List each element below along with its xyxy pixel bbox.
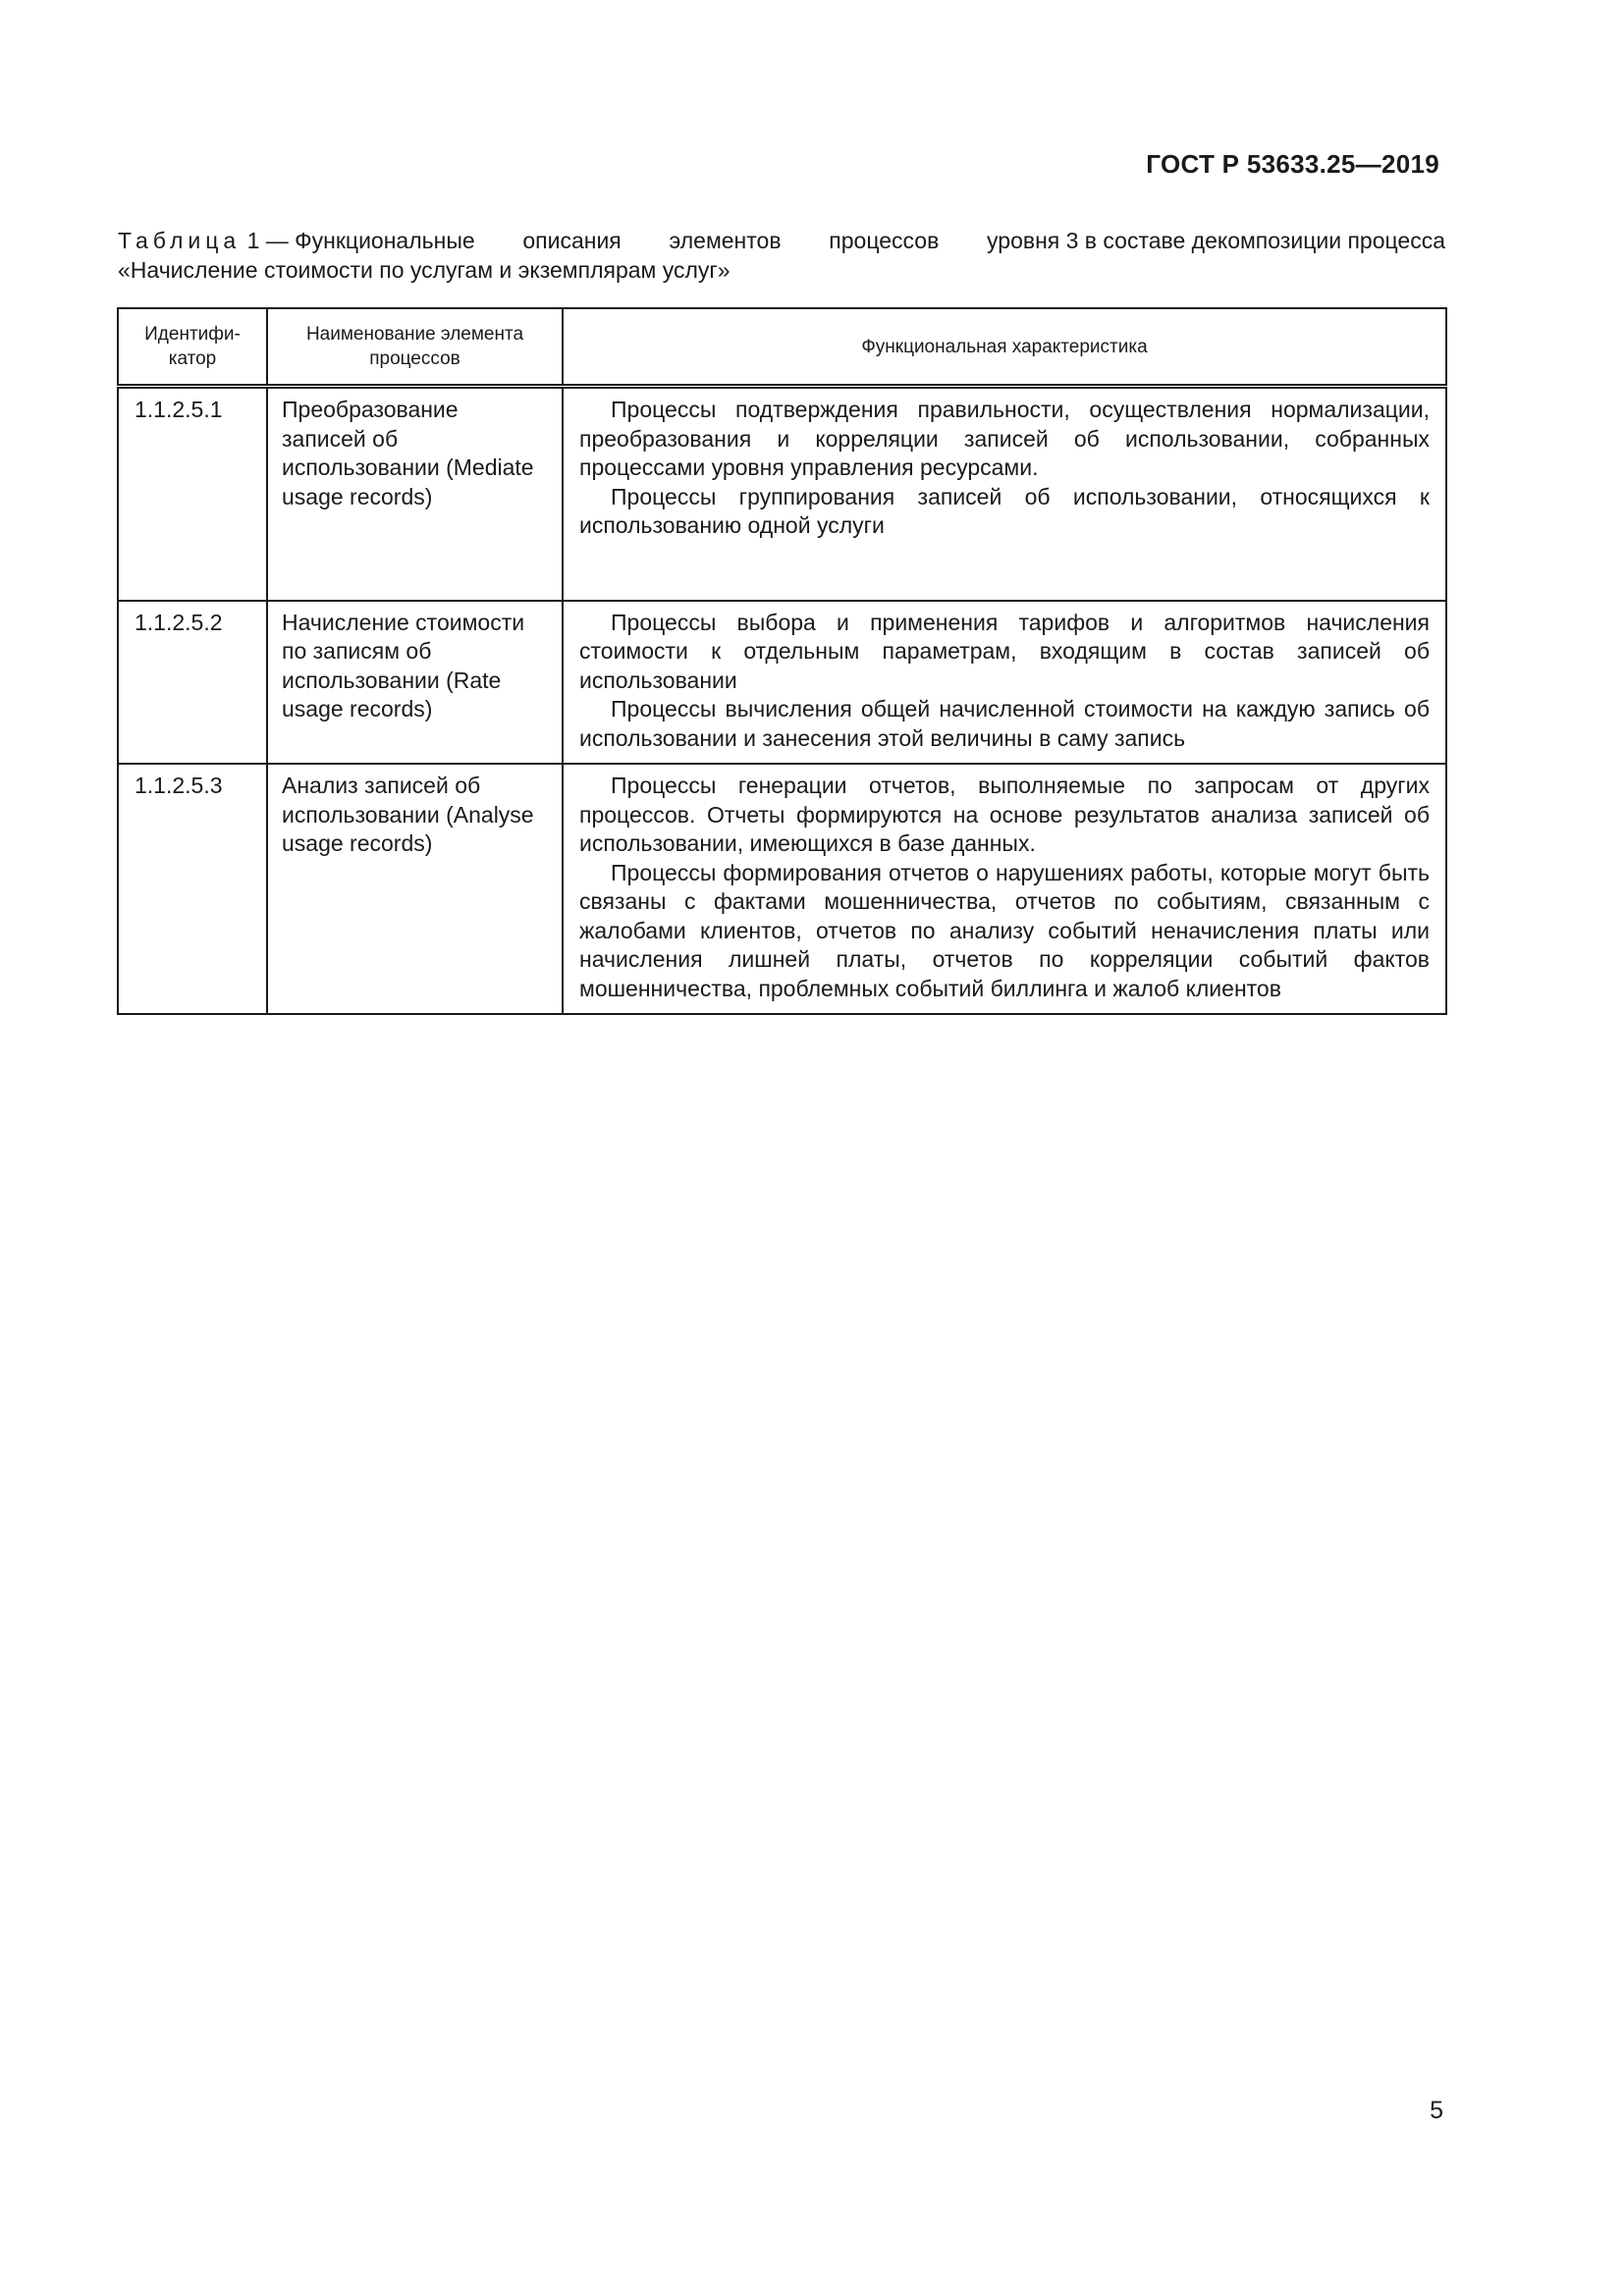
row-description — [563, 601, 1446, 765]
caption-number: 1 — [246, 228, 260, 253]
header-element-name — [267, 308, 563, 387]
caption-first-line — [118, 226, 1445, 255]
row-identifier: 1.1.2.5.3 — [118, 764, 267, 1014]
caption-dash: — — [265, 228, 289, 253]
caption-word: описания — [522, 228, 622, 253]
description-paragraph: Процессы формирования отчетов о нарушениях работы, которые могут быть связаны с фактами мошенничества, отчетов по событиям, связанным с жалобами клиентов, отчетов по анализу событий неначисления платы или начисления лишней платы, отчетов по корреляции событий фактов мошенничества, проблемных событий биллинга и жалоб клиентов — [579, 859, 1430, 1001]
row-element-name: Анализ записей об использовании (Analyse usage records) — [267, 764, 563, 1014]
header-identifier — [118, 308, 267, 387]
table — [117, 307, 1447, 1015]
row-element-name: Преобразование записей об использовании (Mediate usage records) — [267, 387, 563, 601]
caption-lead — [118, 226, 475, 255]
row-element-name: Начисление стоимости по записям об использовании (Rate usage records) — [267, 601, 563, 765]
table-row — [118, 601, 1446, 765]
row-identifier: 1.1.2.5.1 — [118, 387, 267, 601]
header-functional-characteristic: Функциональная характеристика — [563, 308, 1446, 387]
document-standard-code: ГОСТ Р 53633.25—2019 — [1146, 149, 1439, 179]
caption-word: уровня 3 в составе декомпозиции процесса — [987, 228, 1445, 253]
caption-word: элементов — [669, 228, 782, 253]
header-name-line1: Наименование элемента — [305, 324, 524, 345]
table-caption — [118, 226, 1445, 285]
caption-word: Функциональные — [295, 228, 475, 253]
caption-label: Таблица — [118, 228, 242, 253]
row-identifier: 1.1.2.5.2 — [118, 601, 267, 765]
functional-description-table — [117, 307, 1447, 1015]
header-identifier-line2: катор — [168, 348, 217, 369]
table-header-row — [118, 308, 1446, 387]
description-paragraph: Процессы группирования записей об использовании, относящихся к использованию одной услуги — [579, 483, 1430, 538]
table-row — [118, 764, 1446, 1014]
description-paragraph: Процессы вычисления общей начисленной стоимости на каждую запись об использовании и занесения этой величины в саму запись — [579, 696, 1430, 751]
description-paragraph: Процессы генерации отчетов, выполняемые по запросам от других процессов. Отчеты формируются на основе результатов анализа записей об использовании, имеющихся в базе данных. — [579, 773, 1430, 856]
caption-second-line: «Начисление стоимости по услугам и экземплярам услуг» — [118, 257, 731, 283]
page-number: 5 — [1430, 2097, 1443, 2124]
description-paragraph: Процессы подтверждения правильности, осуществления нормализации, преобразования и корреляции записей об использовании, собранных процессами уровня управления ресурсами. — [579, 397, 1430, 480]
description-paragraph: Процессы выбора и применения тарифов и алгоритмов начисления стоимости к отдельным параметрам, входящим в состав записей об использовании — [579, 609, 1430, 693]
row-description — [563, 764, 1446, 1014]
caption-word: процессов — [829, 228, 940, 253]
header-name-line2: процессов — [369, 348, 460, 369]
row-description — [563, 387, 1446, 601]
header-identifier-line1: Идентифи- — [144, 324, 241, 345]
table-row — [118, 387, 1446, 601]
